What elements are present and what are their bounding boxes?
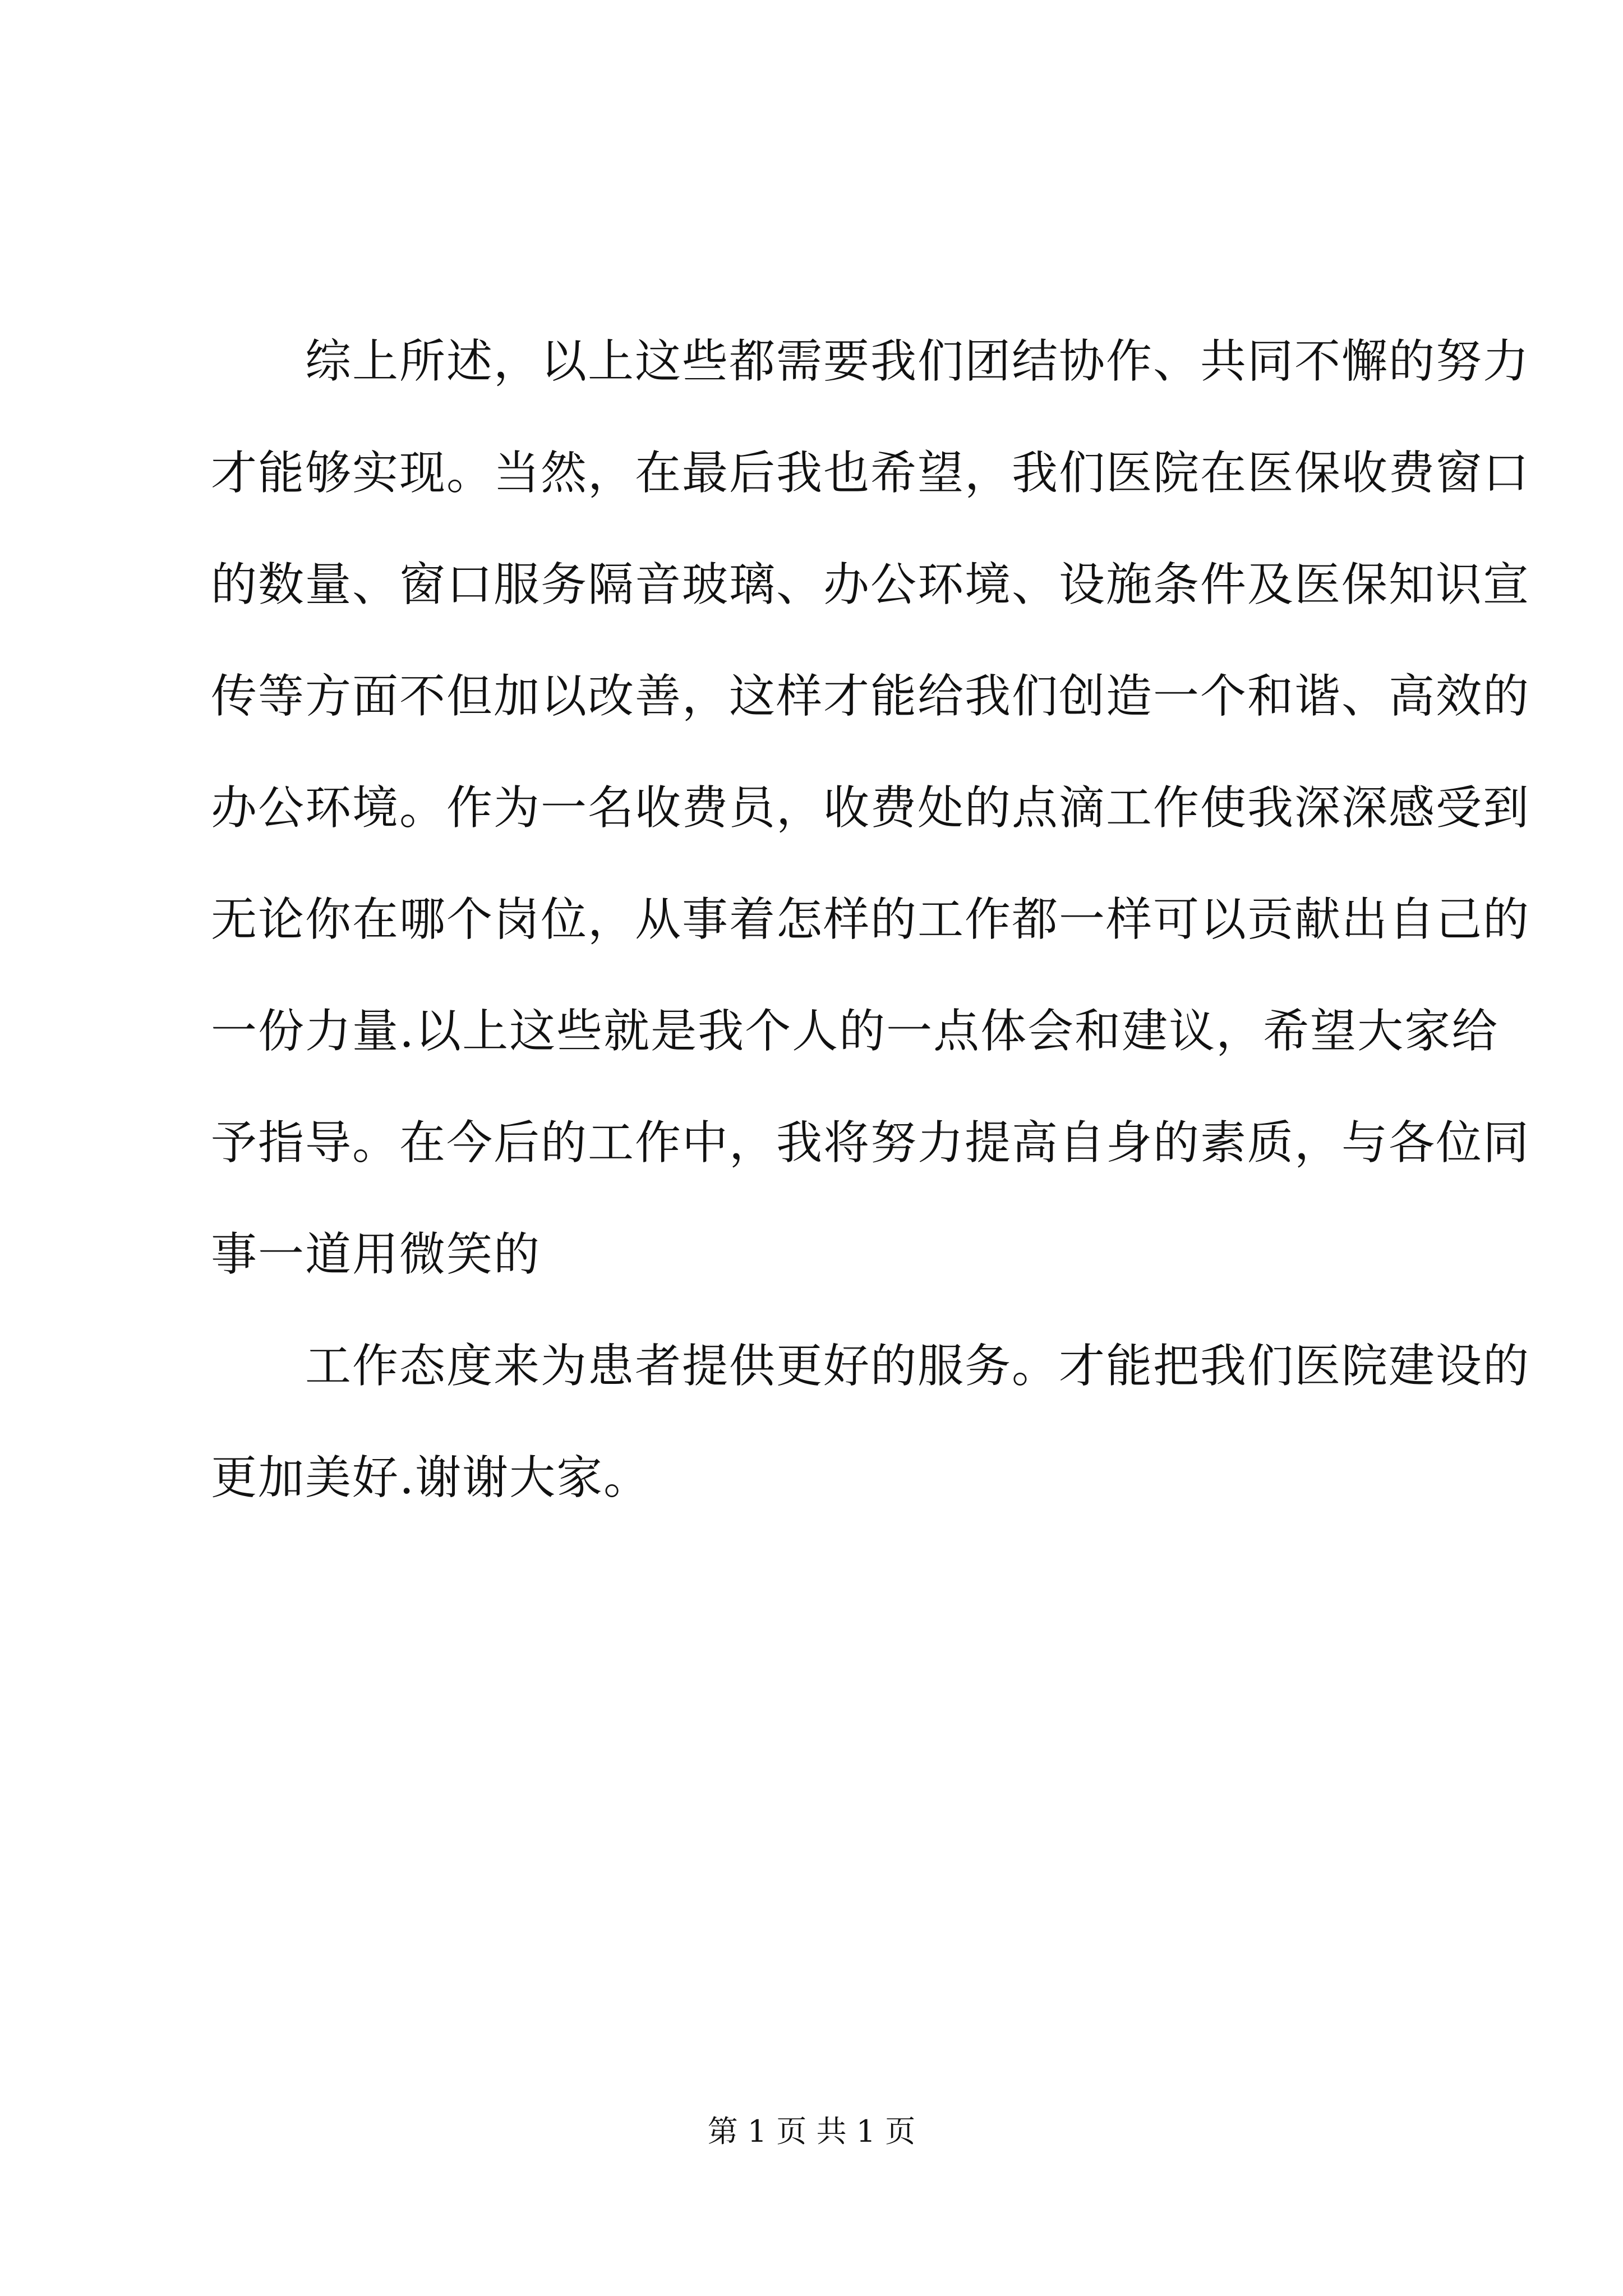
text-line: 予指导。在今后的工作中，我将努力提高自身的素质，与各位同	[211, 1116, 1530, 1170]
text-line: 才能够实现。当然，在最后我也希望，我们医院在医保收费窗口	[211, 447, 1530, 500]
text-line: 综上所述，以上这些都需要我们团结协作、共同不懈的努力	[211, 335, 1530, 388]
body-text	[211, 306, 1530, 1534]
text-line: 办公环境。作为一名收费员，收费处的点滴工作使我深深感受到	[211, 781, 1530, 835]
text-line: 工作态度来为患者提供更好的服务。才能把我们医院建设的	[211, 1340, 1530, 1393]
text-line: 传等方面不但加以改善，这样才能给我们创造一个和谐、高效的	[211, 670, 1530, 723]
text-line: 无论你在哪个岗位，从事着怎样的工作都一样可以贡献出自己的	[211, 893, 1530, 946]
text-line: 的数量、窗口服务隔音玻璃、办公环境、设施条件及医保知识宣	[211, 558, 1530, 611]
page-footer: 第 1 页 共 1 页	[707, 2114, 916, 2149]
text-line: 一份力量.以上这些就是我个人的一点体会和建议，希望大家给	[211, 1005, 1499, 1058]
text-line: 事一道用微笑的	[211, 1228, 541, 1281]
text-line: 更加美好.谢谢大家。	[211, 1451, 651, 1504]
